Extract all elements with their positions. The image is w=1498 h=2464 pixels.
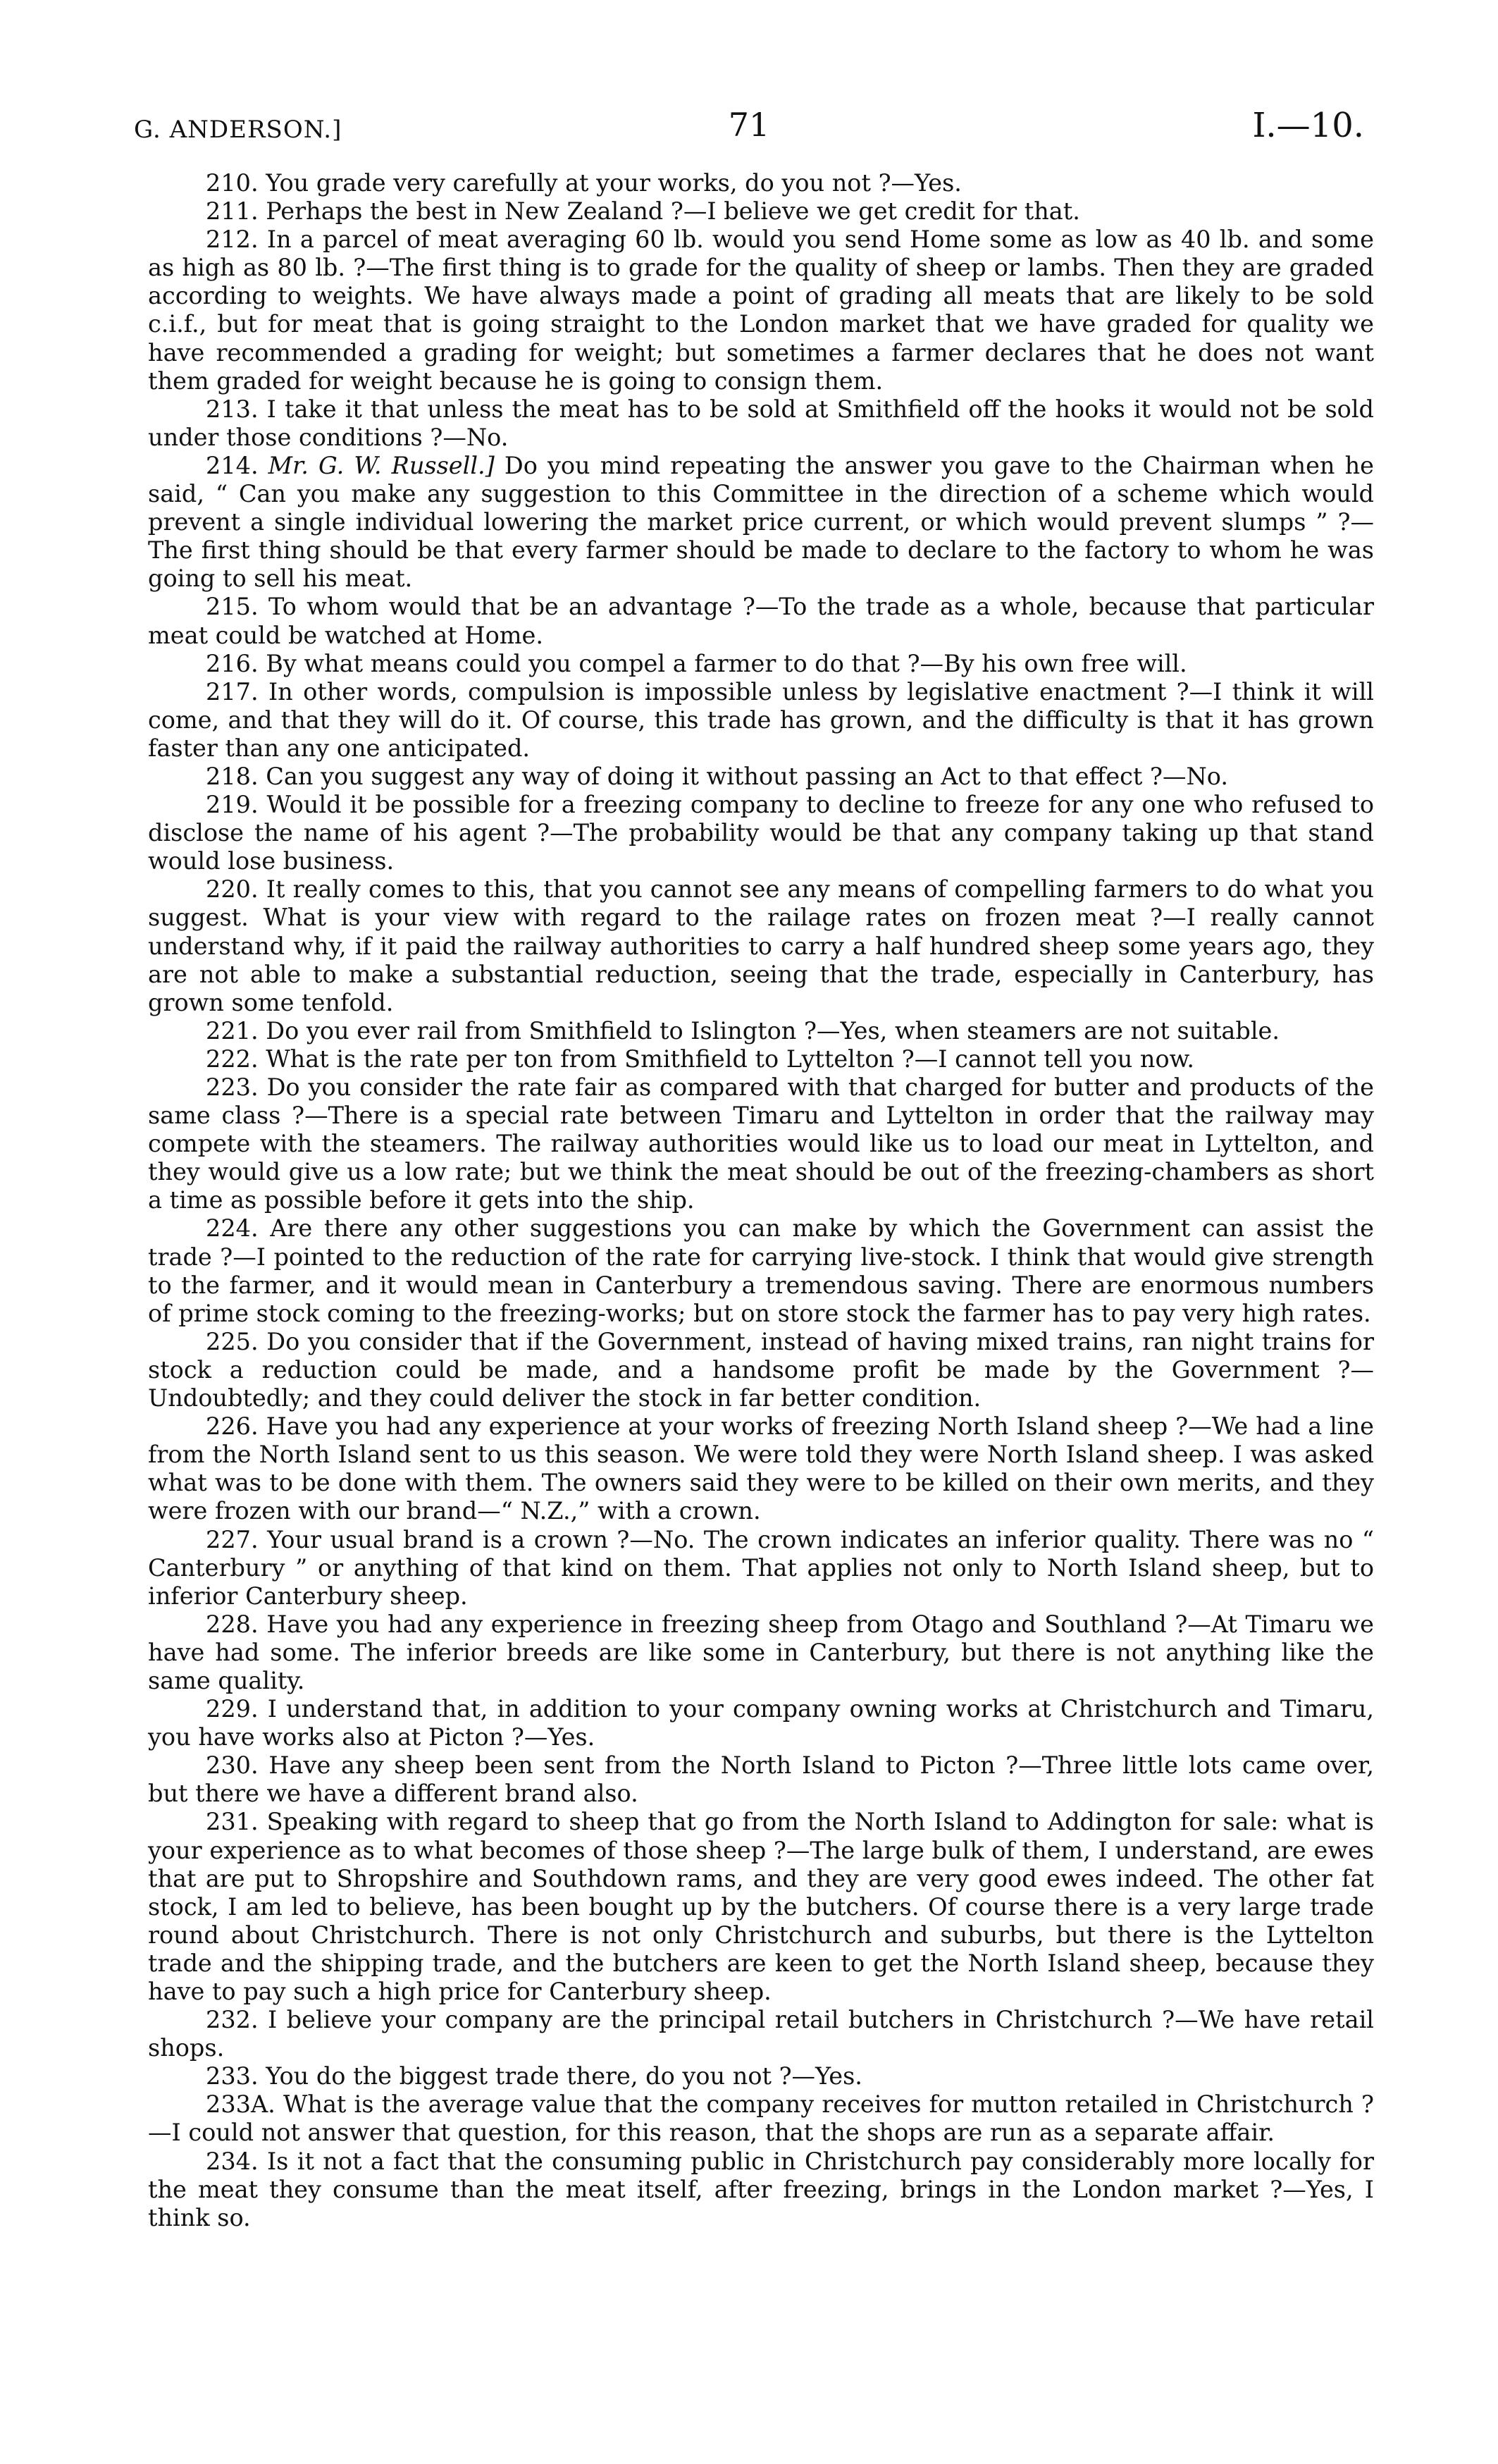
question-paragraph (148, 593, 1374, 649)
question-paragraph (148, 1610, 1374, 1695)
question-number: 222. (206, 1045, 259, 1073)
question-number: 230. (206, 1751, 259, 1780)
question-number: 217. (206, 677, 259, 706)
question-text: Is it not a fact that the consuming public in Christchurch pay considerably more locally for the meat they consume than the meat itself, after freezing, brings in the London market ?—Yes, I think so. (148, 2147, 1374, 2231)
question-text: In a parcel of meat averaging 60 lb. would you send Home some as low as 40 lb. and some as high as 80 lb. ?—The first thing is to grade for the quality of sheep or lambs. Then they are graded according to weights. We have always made a point of grading all meats that are likely to be sold c.i.f., but for meat that is going straight to the London market that we have graded for quality we have recommended a grading for weight; but sometimes a farmer declares that he does not want them graded for weight because he is going to consign them. (148, 226, 1374, 395)
question-number: 220. (206, 875, 259, 904)
question-paragraph (148, 678, 1374, 763)
question-text: I take it that unless the meat has to be sold at Smithfield off the hooks it would not be sold under those conditions ?—No. (148, 395, 1374, 451)
question-number: 214. (206, 451, 259, 479)
question-paragraph (148, 2006, 1374, 2062)
question-number: 223. (206, 1073, 259, 1101)
question-paragraph (148, 197, 1374, 226)
paper-reference: I.—10. (1252, 106, 1364, 145)
question-text: You grade very carefully at your works, do you not ?—Yes. (266, 169, 962, 197)
question-paragraph (148, 875, 1374, 1016)
question-paragraph (148, 1214, 1374, 1327)
question-text: Would it be possible for a freezing company to decline to freeze for any one who refused to disclose the name of his agent ?—The probability would be that any company taking up that stand would lose business. (148, 791, 1374, 875)
question-text: Perhaps the best in New Zealand ?—I believe we get credit for that. (266, 197, 1080, 226)
question-paragraph (148, 763, 1374, 791)
page-number: 71 (728, 106, 770, 144)
question-text: Speaking with regard to sheep that go from the North Island to Addington for sale: what is your experience as to what becomes of those sheep ?—The large bulk of them, I understand, are ewes that are put to Shropshire and Southdown rams, and they are very good ewes indeed. The other fat stock, I am led to believe, has been bought up by the butchers. Of course there is a very large trade round about Christchurch. There is not only Christchurch and suburbs, but there is the Lyttelton trade and the shipping trade, and the butchers are keen to get the North Island sheep, because they have to pay such a high price for Canterbury sheep. (148, 1808, 1375, 2005)
question-paragraph (148, 2148, 1374, 2232)
question-paragraph (148, 2090, 1374, 2147)
question-number: 231. (206, 1808, 259, 1836)
evidence-body (148, 169, 1374, 2232)
question-paragraph (148, 2062, 1374, 2090)
question-number: 232. (206, 2006, 259, 2034)
question-text: Have you had any experience in freezing sheep from Otago and Southland ?—At Timaru we have had some. The inferior breeds are like some in Canterbury, but there is not anything like the same quality. (148, 1610, 1374, 1694)
question-paragraph (148, 169, 1374, 197)
question-paragraph (148, 226, 1374, 395)
question-text: You do the biggest trade there, do you not ?—Yes. (266, 2062, 862, 2090)
question-number: 226. (206, 1412, 259, 1441)
witness-name: G. ANDERSON.] (134, 116, 342, 144)
question-number: 227. (206, 1525, 259, 1553)
question-number: 219. (206, 791, 259, 819)
question-number: 213. (206, 395, 259, 423)
question-text: In other words, compulsion is impossible unless by legislative enactment ?—I think it will come, and that they will do it. Of course, this trade has grown, and the difficulty is that it has grown faster than any one anticipated. (148, 677, 1374, 762)
question-text: Have any sheep been sent from the North Island to Picton ?—Three little lots came over, but there we have a different brand also. (148, 1751, 1374, 1808)
question-text: Do you consider the rate fair as compared with that charged for butter and products of the same class ?—There is a special rate between Timaru and Lyttelton in order that the railway may compete with the steamers. The railway authorities would like us to load our meat in Lyttelton, and they would give us a low rate; but we think the meat should be out of the freezing-chambers as short a time as possible before it gets into the ship. (148, 1073, 1374, 1214)
question-paragraph (148, 1695, 1374, 1751)
question-text: What is the rate per ton from Smithfield to Lyttelton ?—I cannot tell you now. (266, 1045, 1195, 1073)
question-text: I understand that, in addition to your company owning works at Christchurch and Timaru, you have works also at Picton ?—Yes. (148, 1695, 1374, 1751)
question-text: What is the average value that the company receives for mutton retailed in Christchurch ?—I could not answer that question, for this reason, that the shops are run as a separate affair. (148, 2090, 1374, 2147)
question-text: Your usual brand is a crown ?—No. The crown indicates an inferior quality. There was no “ Canterbury ” or anything of that kind on them. That applies not only to North Island sheep, but to inferior Canterbury sheep. (148, 1525, 1374, 1610)
question-text: By what means could you compel a farmer to do that ?—By his own free will. (266, 649, 1187, 677)
question-number: 210. (206, 169, 259, 197)
question-paragraph (148, 791, 1374, 875)
question-number: 233A. (206, 2090, 276, 2119)
question-number: 234. (206, 2147, 259, 2175)
question-paragraph (148, 1017, 1374, 1045)
question-number: 216. (206, 649, 259, 677)
question-number: 218. (206, 762, 259, 790)
question-number: 221. (206, 1016, 259, 1045)
question-text: Are there any other suggestions you can make by which the Government can assist the trade ?—I pointed to the reduction of the rate for carrying live-stock. I think that would give strength to the farmer, and it would mean in Canterbury a tremendous saving. There are enormous numbers of prime stock coming to the freezing-works; but on store stock the farmer has to pay very high rates. (148, 1214, 1374, 1327)
question-paragraph (148, 1073, 1374, 1214)
page-header (134, 106, 1364, 155)
question-text: Do you mind repeating the answer you gave to the Chairman when he said, “ Can you make any suggestion to this Committee in the direction of a scheme which would prevent a single individual lowering the market price current, or which would prevent slumps ” ?—The first thing should be that every farmer should be made to declare to the factory to whom he was going to sell his meat. (148, 451, 1374, 593)
question-text: Do you ever rail from Smithfield to Islington ?—Yes, when steamers are not suitable. (266, 1016, 1280, 1045)
question-number: 212. (206, 226, 259, 254)
question-number: 229. (206, 1695, 259, 1723)
question-number: 215. (206, 593, 259, 621)
question-text: It really comes to this, that you cannot see any means of compelling farmers to do what you suggest. What is your view with regard to the railage rates on frozen meat ?—I really cannot understand why, if it paid the railway authorities to carry a half hundred sheep some years ago, they are not able to make a substantial reduction, seeing that the trade, especially in Canterbury, has grown some tenfold. (148, 875, 1375, 1016)
question-number: 211. (206, 197, 259, 226)
question-paragraph (148, 1045, 1374, 1073)
question-number: 224. (206, 1214, 259, 1243)
question-text: Have you had any experience at your works of freezing North Island sheep ?—We had a line from the North Island sent to us this season. We were told they were North Island sheep. I was asked what was to be done with them. The owners said they were to be killed on their own merits, and they were frozen with our brand—“ N.Z.,” with a crown. (148, 1412, 1374, 1525)
question-number: 233. (206, 2062, 259, 2090)
question-paragraph (148, 1328, 1374, 1412)
question-paragraph (148, 650, 1374, 678)
question-paragraph (148, 1751, 1374, 1808)
question-paragraph (148, 1526, 1374, 1610)
question-number: 228. (206, 1610, 259, 1638)
question-text: Do you consider that if the Government, instead of having mixed trains, ran night trains for stock a reduction could be made, and a handsome profit be made by the Government ?—Undoubtedly; and they could deliver the stock in far better condition. (148, 1327, 1374, 1412)
question-text: I believe your company are the principal retail butchers in Christchurch ?—We have retail shops. (148, 2006, 1374, 2062)
question-text: To whom would that be an advantage ?—To the trade as a whole, because that particular meat could be watched at Home. (148, 593, 1374, 649)
question-number: 225. (206, 1327, 259, 1355)
question-paragraph (148, 1808, 1374, 2006)
question-paragraph (148, 395, 1374, 452)
speaker-name: Mr. G. W. Russell.] (268, 451, 495, 479)
question-text: Can you suggest any way of doing it without passing an Act to that effect ?—No. (266, 762, 1229, 790)
question-paragraph (148, 452, 1374, 593)
question-paragraph (148, 1412, 1374, 1525)
